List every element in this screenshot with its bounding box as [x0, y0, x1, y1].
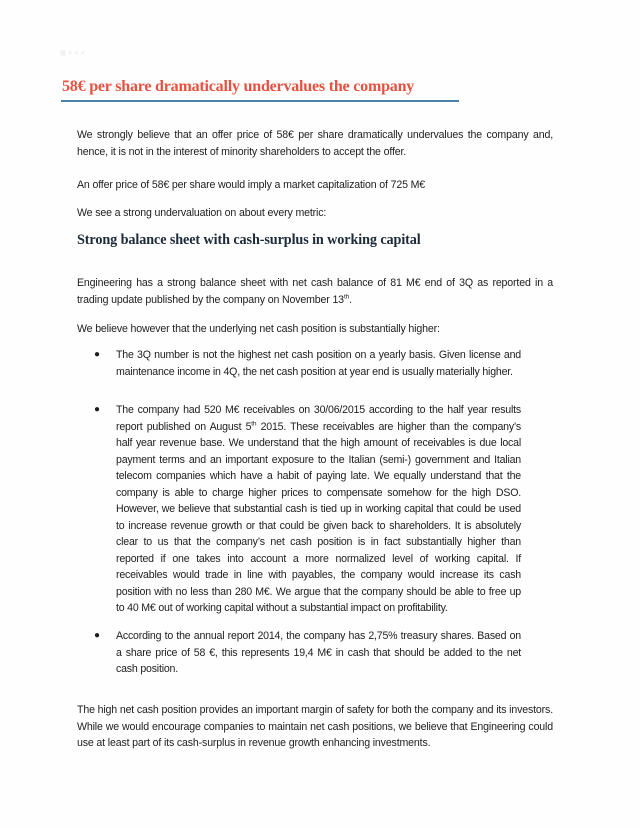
intro-paragraph-2: An offer price of 58€ per share would imply a market capitalization of 725 M€: [77, 179, 426, 191]
bullet-icon: ●: [94, 404, 101, 415]
bullet-2-text-a: The company had 520 M€ receivables on 30/06/2015 according to the half year results report published on August 5: [116, 404, 521, 433]
period: .: [349, 293, 352, 306]
bullet-2-text-b: 2015. These receivables are higher than the company’s half year revenue base. We understand that the high amount of receivables is due local payment terms and an important exposure to the Italian (semi-) government and Italian telecom companies which have a habit of paying late. We equally understand that the company is able to charge higher prices to compensate somehow for the high DSO. However, we believe that substantial cash is tied up in working capital that could be used to increase revenue growth or that could be given back to shareholders. It is absolutely clear to us that the company’s net cash position is in fact substantially higher than reported if one takes into account a more normalized level of working capital. If receivables would trade in line with payables, the company would increase its cash position with no less than 280 M€. We argue that the company should be able to free up to 40 M€ out of working capital without a substantial impact on profitability.: [116, 420, 521, 614]
underlying-cash-paragraph: We believe however that the underlying net cash position is substantially higher:: [77, 323, 440, 335]
page-title: 58€ per share dramatically undervalues the company: [62, 78, 415, 95]
title-underline: [61, 100, 459, 102]
bullet-item-3: According to the annual report 2014, the company has 2,75% treasury shares. Based on a share price of 58 €, this represents 19,4 M€ in cash that should be added to the net cash position.: [116, 630, 521, 675]
bullet-item-1: The 3Q number is not the highest net cash position on a yearly basis. Given license and maintenance income in 4Q, the net cash position at year end is usually materially higher.: [116, 349, 521, 378]
bullet-icon: ●: [94, 630, 101, 641]
superscript: th: [251, 419, 257, 427]
superscript: th: [343, 292, 350, 300]
bullet-item-2: [116, 402, 521, 617]
section-heading: Strong balance sheet with cash-surplus in working capital: [77, 232, 421, 248]
intro-paragraph-1: We strongly believe that an offer price of 58€ per share dramatically undervalues the company and, hence, it is not in the interest of minority shareholders to accept the offer.: [77, 129, 553, 158]
bullet-icon: ●: [94, 349, 101, 360]
intro-paragraph-3: We see a strong undervaluation on about every metric:: [77, 207, 327, 219]
balance-sheet-paragraph: [77, 275, 553, 308]
faint-header-mark: ■ ▪ ▪ ▪: [60, 48, 85, 59]
balance-sheet-text: Engineering has a strong balance sheet with net cash balance of 81 M€ end of 3Q as reported in a trading update published by the company on November 13: [77, 277, 553, 306]
closing-paragraph: The high net cash position provides an important margin of safety for both the company and its investors. While we would encourage companies to maintain net cash positions, we believe that Engineering could use at least part of its cash-surplus in revenue growth enhancing investments.: [77, 704, 553, 749]
